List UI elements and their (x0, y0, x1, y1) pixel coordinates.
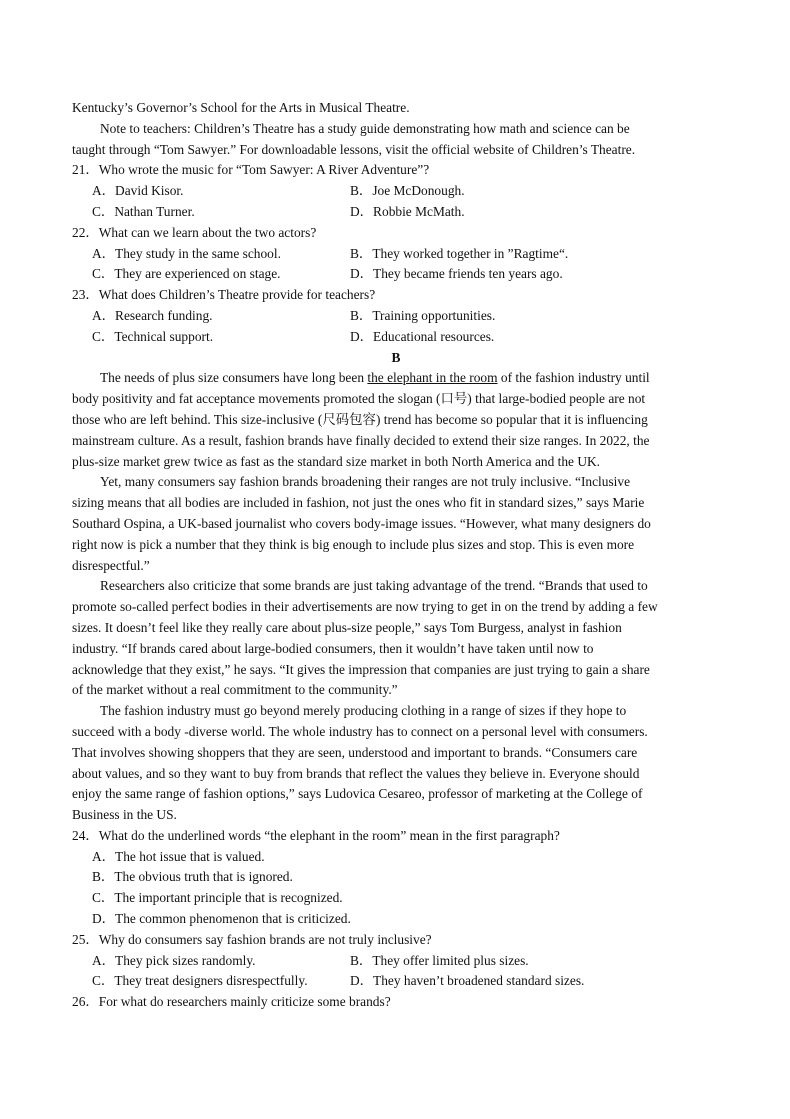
p4-line-2: succeed with a body -diverse world. The whole industry has to connect on a personal level with consumers. (72, 723, 648, 739)
p3-line-1: Researchers also criticize that some brands are just taking advantage of the trend. “Brands that used to (100, 578, 648, 594)
option-a: A．They pick sizes randomly. (92, 952, 256, 968)
option-c: C．They treat designers disrespectfully. (92, 973, 308, 989)
p4-line-4: about values, and so they want to buy from brands that reflect the values they believe in. Everyone should (72, 765, 640, 781)
option-c: C．Technical support. (92, 328, 214, 344)
p1-text: The needs of plus size consumers have long been (100, 370, 368, 386)
p4-line-3: That involves showing shoppers that they are seen, understood and important to brands. “Consumers care (72, 744, 638, 760)
option-d: D．They haven’t broadened standard sizes. (350, 973, 585, 989)
options-row (72, 244, 720, 265)
p1-line-2: body positivity and fat acceptance movements promoted the slogan (口号) that large-bodied people are not (72, 391, 646, 407)
options-row (72, 951, 720, 972)
option-c: C．The important principle that is recognized. (92, 890, 343, 906)
option-c: C．Nathan Turner. (92, 203, 195, 219)
note-line-1: Note to teachers: Children’s Theatre has a study guide demonstrating how math and science can be (100, 120, 630, 136)
question-24: 24．What do the underlined words “the elephant in the room” mean in the first paragraph? (72, 827, 560, 843)
p2-line-2: sizing means that all bodies are included in fashion, not just the ones who fit in standard sizes,” says Marie (72, 495, 645, 511)
question-26: 26．For what do researchers mainly criticize some brands? (72, 994, 391, 1010)
option-b: B．Training opportunities. (350, 307, 496, 323)
p2-line-3: Southard Ospina, a UK-based journalist who covers body-image issues. “However, what many designers do (72, 515, 651, 531)
p4-line-6: Business in the US. (72, 807, 177, 823)
option-a: A．They study in the same school. (92, 245, 281, 261)
p2-line-5: disrespectful.” (72, 557, 150, 573)
p2-line-4: right now is pick a number that they think is big enough to include plus sizes and stop. This is even more (72, 536, 635, 552)
options-row (72, 202, 720, 223)
p2-line-1: Yet, many consumers say fashion brands broadening their ranges are not truly inclusive. “Inclusive (100, 474, 631, 490)
option-c: C．They are experienced on stage. (92, 266, 281, 282)
p4-line-5: enjoy the same range of fashion options,” says Ludovica Cesareo, professor of marketing at the College of (72, 786, 643, 802)
question-23: 23．What does Children’s Theatre provide for teachers? (72, 287, 376, 303)
option-a: A．Research funding. (92, 307, 213, 323)
options-row (72, 971, 720, 992)
p1-text: of the fashion industry until (497, 370, 650, 386)
option-a: A．David Kisor. (92, 183, 184, 199)
option-d: D．They became friends ten years ago. (350, 266, 563, 282)
underlined-phrase: the elephant in the room (367, 370, 498, 386)
p1-line-1 (72, 368, 720, 389)
options-row (72, 306, 720, 327)
options-row (72, 327, 720, 348)
p1-line-3: those who are left behind. This size-inclusive (尺码包容) trend has become so popular that it is influencing (72, 411, 648, 427)
p1-line-5: plus-size market grew twice as fast as the standard size market in both North America and the UK. (72, 453, 601, 469)
options-row (72, 181, 720, 202)
option-a: A．The hot issue that is valued. (92, 848, 265, 864)
question-22: 22．What can we learn about the two actors? (72, 224, 317, 240)
p3-line-5: acknowledge that they exist,” he says. “It gives the impression that companies are just trying to gain a share (72, 661, 650, 677)
p4-line-1: The fashion industry must go beyond merely producing clothing in a range of sizes if they hope to (100, 703, 627, 719)
section-b-heading: B (391, 349, 401, 365)
options-row (72, 264, 720, 285)
option-b: B．The obvious truth that is ignored. (92, 869, 293, 885)
question-25: 25．Why do consumers say fashion brands are not truly inclusive? (72, 931, 432, 947)
question-21: 21．Who wrote the music for “Tom Sawyer: A River Adventure”? (72, 162, 430, 178)
p3-line-2: promote so-called perfect bodies in their advertisements are now trying to get in on the trend by adding a few (72, 599, 658, 615)
option-d: D．The common phenomenon that is criticized. (92, 911, 351, 927)
p3-line-3: sizes. It doesn’t feel like they really care about plus-size people,” says Tom Burgess, analyst in fashion (72, 619, 622, 635)
intro-line: Kentucky’s Governor’s School for the Arts in Musical Theatre. (72, 100, 410, 115)
p3-line-4: industry. “If brands cared about large-bodied consumers, then it wouldn’t have taken until now to (72, 640, 594, 656)
option-b: B．They offer limited plus sizes. (350, 952, 529, 968)
p1-line-4: mainstream culture. As a result, fashion brands have finally decided to extend their size ranges. In 2022, the (72, 432, 650, 448)
option-b: B．They worked together in ”Ragtime“. (350, 245, 569, 261)
option-d: D．Robbie McMath. (350, 203, 465, 219)
p3-line-6: of the market without a real commitment to the community.” (72, 682, 398, 698)
exam-page (72, 98, 720, 1013)
option-d: D．Educational resources. (350, 328, 495, 344)
note-line-2: taught through “Tom Sawyer.” For downloadable lessons, visit the official website of Children’s Theatre. (72, 141, 636, 157)
option-b: B．Joe McDonough. (350, 183, 465, 199)
